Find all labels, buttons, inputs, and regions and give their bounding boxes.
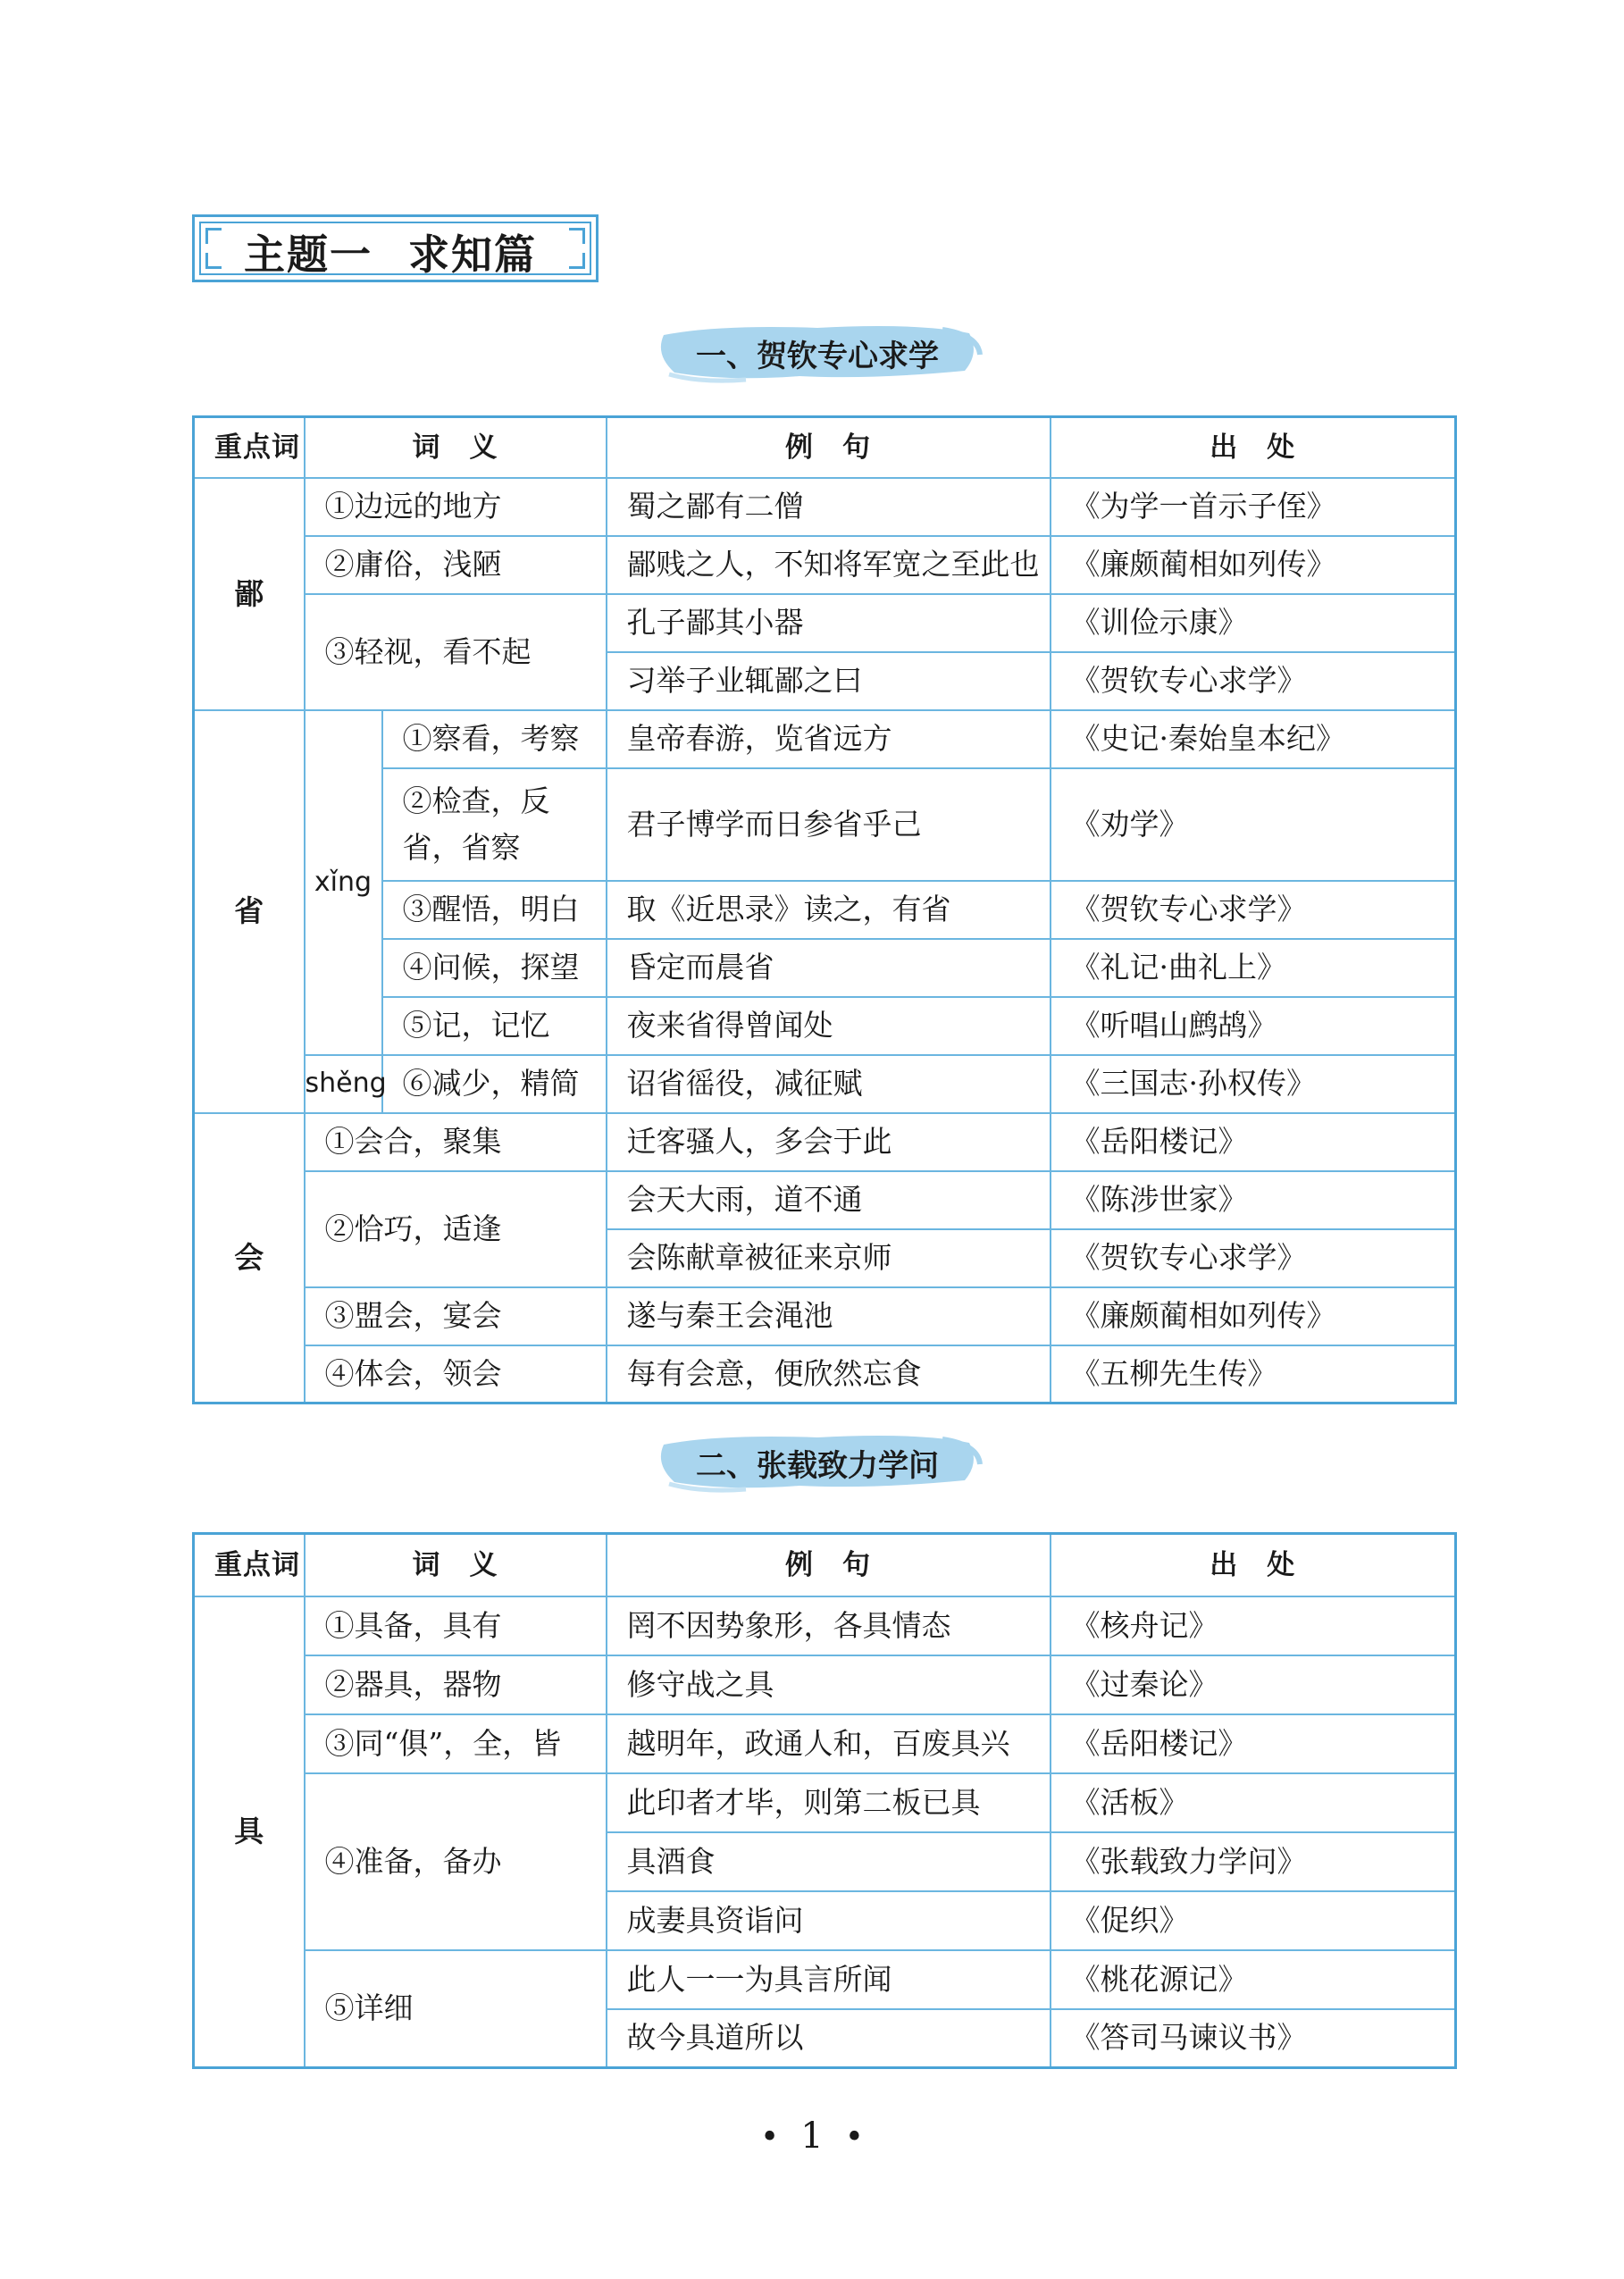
source-cell: 《听唱山鹧鸪》 bbox=[1051, 997, 1456, 1055]
theme-title-box bbox=[192, 214, 599, 282]
table-row bbox=[194, 1596, 1456, 1655]
example-cell: 习举子业辄鄙之曰 bbox=[607, 652, 1051, 710]
example-cell: 成妻具资诣问 bbox=[607, 1891, 1051, 1950]
meaning-cell: ②恰巧，适逢 bbox=[305, 1171, 607, 1287]
table-row bbox=[194, 478, 1456, 536]
table-row bbox=[194, 1773, 1456, 1832]
source-cell: 《张载致力学问》 bbox=[1051, 1832, 1456, 1891]
example-cell: 具酒食 bbox=[607, 1832, 1051, 1891]
keyword-cell: 鄙 bbox=[194, 478, 305, 710]
vocab-table bbox=[192, 1532, 1457, 2069]
example-cell: 皇帝春游，览省远方 bbox=[607, 710, 1051, 768]
example-cell: 此印者才毕，则第二板已具 bbox=[607, 1773, 1051, 1832]
source-cell: 《为学一首示子侄》 bbox=[1051, 478, 1456, 536]
table-row bbox=[194, 881, 1456, 939]
example-cell: 此人一一为具言所闻 bbox=[607, 1950, 1051, 2009]
meaning-cell: ②器具，器物 bbox=[305, 1655, 607, 1714]
section-title: 二、张载致力学问 bbox=[696, 1448, 939, 1484]
source-cell: 《劝学》 bbox=[1051, 768, 1456, 881]
header-source: 出 处 bbox=[1051, 417, 1456, 478]
meaning-cell: ①察看，考察 bbox=[382, 710, 607, 768]
page-number-value: 1 bbox=[800, 2116, 824, 2157]
meaning-cell: ④问候，探望 bbox=[382, 939, 607, 997]
source-cell: 《五柳先生传》 bbox=[1051, 1345, 1456, 1403]
example-cell: 修守战之具 bbox=[607, 1655, 1051, 1714]
example-cell: 越明年，政通人和，百废具兴 bbox=[607, 1714, 1051, 1773]
table-row bbox=[194, 1655, 1456, 1714]
fret-ornament-icon bbox=[205, 253, 222, 269]
header-meaning: 词 义 bbox=[305, 417, 607, 478]
keyword-cell: 会 bbox=[194, 1113, 305, 1403]
table-header-row bbox=[194, 417, 1456, 478]
example-cell: 诏省徭役，减征赋 bbox=[607, 1055, 1051, 1113]
meaning-cell: ③盟会，宴会 bbox=[305, 1287, 607, 1345]
example-cell: 君子博学而日参省乎己 bbox=[607, 768, 1051, 881]
table-header-row bbox=[194, 1534, 1456, 1596]
source-cell: 《训俭示康》 bbox=[1051, 594, 1456, 652]
theme-title bbox=[244, 222, 537, 281]
table-row bbox=[194, 1714, 1456, 1773]
meaning-cell: ②检查，反省，省察 bbox=[382, 768, 607, 881]
example-cell: 罔不因势象形，各具情态 bbox=[607, 1596, 1051, 1655]
table-row bbox=[194, 1345, 1456, 1403]
source-cell: 《史记·秦始皇本纪》 bbox=[1051, 710, 1456, 768]
table-row bbox=[194, 594, 1456, 652]
source-cell: 《答司马谏议书》 bbox=[1051, 2009, 1456, 2068]
source-cell: 《核舟记》 bbox=[1051, 1596, 1456, 1655]
meaning-cell: ③同“俱”，全，皆 bbox=[305, 1714, 607, 1773]
table-row bbox=[194, 1055, 1456, 1113]
meaning-cell: ③轻视，看不起 bbox=[305, 594, 607, 710]
section-banner bbox=[648, 1427, 987, 1498]
keyword-cell: 省 bbox=[194, 710, 305, 1113]
example-cell: 迁客骚人，多会于此 bbox=[607, 1113, 1051, 1171]
table-row bbox=[194, 536, 1456, 594]
source-cell: 《促织》 bbox=[1051, 1891, 1456, 1950]
table-row bbox=[194, 1287, 1456, 1345]
theme-name: 求知篇 bbox=[408, 230, 537, 279]
source-cell: 《活板》 bbox=[1051, 1773, 1456, 1832]
table-row bbox=[194, 768, 1456, 881]
fret-ornament-icon bbox=[569, 253, 585, 269]
meaning-cell: ②庸俗，浅陋 bbox=[305, 536, 607, 594]
meaning-cell: ③醒悟，明白 bbox=[382, 881, 607, 939]
example-cell: 夜来省得曾闻处 bbox=[607, 997, 1051, 1055]
example-cell: 会陈献章被征来京师 bbox=[607, 1229, 1051, 1287]
source-cell: 《陈涉世家》 bbox=[1051, 1171, 1456, 1229]
source-cell: 《过秦论》 bbox=[1051, 1655, 1456, 1714]
source-cell: 《岳阳楼记》 bbox=[1051, 1714, 1456, 1773]
source-cell: 《桃花源记》 bbox=[1051, 1950, 1456, 2009]
meaning-cell: ⑤记，记忆 bbox=[382, 997, 607, 1055]
meaning-cell: ①会合，聚集 bbox=[305, 1113, 607, 1171]
example-cell: 昏定而晨省 bbox=[607, 939, 1051, 997]
page-number: • 1 • bbox=[760, 2116, 864, 2157]
pinyin-cell: xǐng bbox=[305, 710, 382, 1055]
source-cell: 《三国志·孙权传》 bbox=[1051, 1055, 1456, 1113]
header-keyword: 重点词 bbox=[194, 417, 305, 478]
theme-label: 主题一 bbox=[244, 230, 373, 279]
meaning-cell: ⑥减少，精简 bbox=[382, 1055, 607, 1113]
table-row bbox=[194, 1113, 1456, 1171]
example-cell: 会天大雨，道不通 bbox=[607, 1171, 1051, 1229]
header-source: 出 处 bbox=[1051, 1534, 1456, 1596]
header-keyword: 重点词 bbox=[194, 1534, 305, 1596]
vocab-table bbox=[192, 415, 1457, 1404]
meaning-cell: ①具备，具有 bbox=[305, 1596, 607, 1655]
source-cell: 《贺钦专心求学》 bbox=[1051, 652, 1456, 710]
header-example: 例 句 bbox=[607, 1534, 1051, 1596]
example-cell: 遂与秦王会渑池 bbox=[607, 1287, 1051, 1345]
source-cell: 《贺钦专心求学》 bbox=[1051, 881, 1456, 939]
table-row bbox=[194, 997, 1456, 1055]
example-cell: 取《近思录》读之，有省 bbox=[607, 881, 1051, 939]
source-cell: 《礼记·曲礼上》 bbox=[1051, 939, 1456, 997]
table-row bbox=[194, 1950, 1456, 2009]
header-meaning: 词 义 bbox=[305, 1534, 607, 1596]
keyword-cell: 具 bbox=[194, 1596, 305, 2068]
source-cell: 《贺钦专心求学》 bbox=[1051, 1229, 1456, 1287]
example-cell: 故今具道所以 bbox=[607, 2009, 1051, 2068]
section-banner bbox=[648, 317, 987, 389]
section-title: 一、贺钦专心求学 bbox=[696, 339, 939, 374]
example-cell: 孔子鄙其小器 bbox=[607, 594, 1051, 652]
fret-ornament-icon bbox=[569, 228, 585, 244]
table-row bbox=[194, 710, 1456, 768]
table-row bbox=[194, 939, 1456, 997]
example-cell: 每有会意，便欣然忘食 bbox=[607, 1345, 1051, 1403]
example-cell: 鄙贱之人，不知将军宽之至此也 bbox=[607, 536, 1051, 594]
meaning-cell: ⑤详细 bbox=[305, 1950, 607, 2068]
pinyin-cell: shěng bbox=[305, 1055, 382, 1113]
table-row bbox=[194, 1171, 1456, 1229]
source-cell: 《岳阳楼记》 bbox=[1051, 1113, 1456, 1171]
meaning-cell: ④体会，领会 bbox=[305, 1345, 607, 1403]
meaning-cell: ④准备，备办 bbox=[305, 1773, 607, 1950]
fret-ornament-icon bbox=[205, 228, 222, 244]
example-cell: 蜀之鄙有二僧 bbox=[607, 478, 1051, 536]
source-cell: 《廉颇蔺相如列传》 bbox=[1051, 1287, 1456, 1345]
header-example: 例 句 bbox=[607, 417, 1051, 478]
meaning-cell: ①边远的地方 bbox=[305, 478, 607, 536]
source-cell: 《廉颇蔺相如列传》 bbox=[1051, 536, 1456, 594]
